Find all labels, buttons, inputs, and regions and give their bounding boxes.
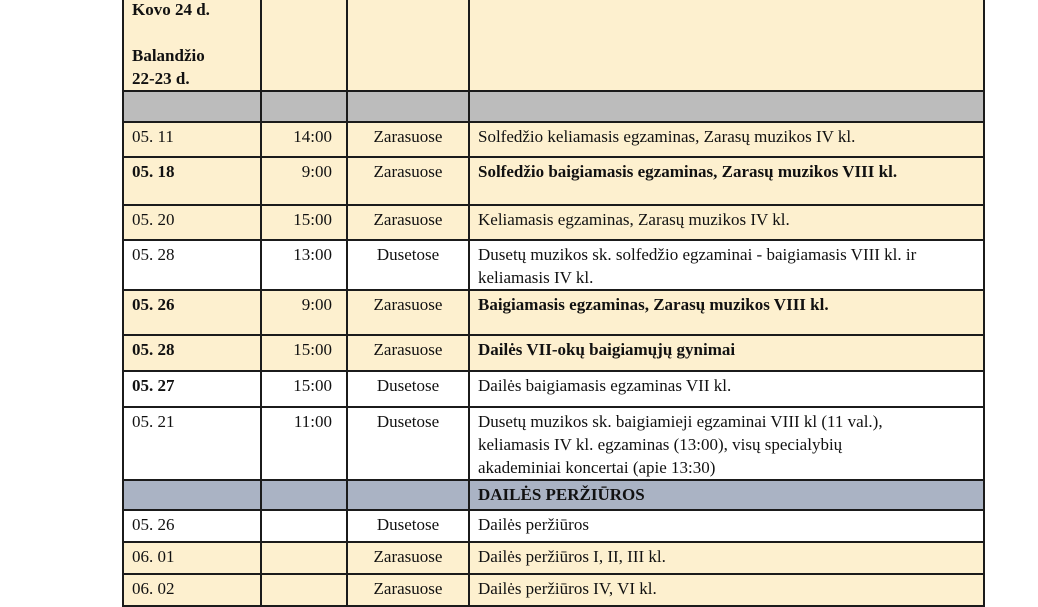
date-line [132, 21, 252, 44]
place-cell: Zarasuose [347, 157, 469, 205]
date-cell [123, 0, 261, 91]
separator-row [123, 91, 984, 122]
place-cell [347, 0, 469, 91]
empty-cell [347, 91, 469, 122]
time-cell [261, 574, 347, 606]
date-line: Balandžio [132, 46, 205, 65]
time-cell: 15:00 [261, 335, 347, 371]
date-cell: 06. 02 [123, 574, 261, 606]
description-cell: Dailės VII-okų baigiamųjų gynimai [469, 335, 984, 371]
place-cell: Dusetose [347, 510, 469, 542]
place-cell: Zarasuose [347, 542, 469, 574]
description-cell: Dailės peržiūros [469, 510, 984, 542]
place-cell: Dusetose [347, 371, 469, 407]
table-row [123, 542, 984, 574]
place-cell: Dusetose [347, 407, 469, 480]
description-cell: Solfedžio baigiamasis egzaminas, Zarasų muzikos VIII kl. [469, 157, 984, 205]
time-cell: 15:00 [261, 371, 347, 407]
date-cell: 05. 20 [123, 205, 261, 240]
description-cell: Baigiamasis egzaminas, Zarasų muzikos VIII kl. [469, 290, 984, 335]
empty-cell [261, 480, 347, 510]
place-cell: Zarasuose [347, 205, 469, 240]
description-cell: Solfedžio keliamasis egzaminas, Zarasų muzikos IV kl. [469, 122, 984, 157]
table-row [123, 240, 984, 290]
description-cell: Dailės baigiamasis egzaminas VII kl. [469, 371, 984, 407]
description-cell [469, 0, 984, 91]
time-cell: 9:00 [261, 157, 347, 205]
place-cell: Zarasuose [347, 290, 469, 335]
place-cell: Zarasuose [347, 335, 469, 371]
description-cell [469, 407, 984, 480]
description-cell: Dailės peržiūros I, II, III kl. [469, 542, 984, 574]
table-row [123, 574, 984, 606]
description-line: keliamasis IV kl. egzaminas (13:00), visų specialybių [478, 435, 843, 454]
description-cell: Dailės peržiūros IV, VI kl. [469, 574, 984, 606]
date-line: Kovo 24 d. [132, 0, 210, 19]
section-title: DAILĖS PERŽIŪROS [469, 480, 984, 510]
place-cell: Zarasuose [347, 122, 469, 157]
place-cell: Dusetose [347, 240, 469, 290]
table-row [123, 205, 984, 240]
table-row [123, 510, 984, 542]
date-cell: 05. 28 [123, 240, 261, 290]
empty-cell [123, 91, 261, 122]
table-row [123, 122, 984, 157]
description-cell: Dusetų muzikos sk. solfedžio egzaminai - baigiamasis VIII kl. ir keliamasis IV kl. [469, 240, 984, 290]
date-cell: 06. 01 [123, 542, 261, 574]
table-row [123, 0, 984, 91]
empty-cell [469, 91, 984, 122]
date-cell: 05. 28 [123, 335, 261, 371]
time-cell [261, 0, 347, 91]
date-cell: 05. 27 [123, 371, 261, 407]
time-cell [261, 510, 347, 542]
time-cell [261, 542, 347, 574]
time-cell: 9:00 [261, 290, 347, 335]
date-cell: 05. 26 [123, 510, 261, 542]
date-cell: 05. 18 [123, 157, 261, 205]
table-row [123, 157, 984, 205]
date-cell: 05. 11 [123, 122, 261, 157]
table-row [123, 407, 984, 480]
time-cell: 15:00 [261, 205, 347, 240]
description-cell: Keliamasis egzaminas, Zarasų muzikos IV kl. [469, 205, 984, 240]
schedule-table [122, 0, 985, 607]
empty-cell [261, 91, 347, 122]
section-row [123, 480, 984, 510]
date-cell: 05. 26 [123, 290, 261, 335]
table-row [123, 371, 984, 407]
date-cell: 05. 21 [123, 407, 261, 480]
place-cell: Zarasuose [347, 574, 469, 606]
table-row [123, 335, 984, 371]
time-cell: 13:00 [261, 240, 347, 290]
description-line: Dusetų muzikos sk. baigiamieji egzaminai VIII kl (11 val.), [478, 412, 883, 431]
table-row [123, 290, 984, 335]
time-cell: 14:00 [261, 122, 347, 157]
empty-cell [123, 480, 261, 510]
time-cell: 11:00 [261, 407, 347, 480]
date-line: 22-23 d. [132, 69, 190, 88]
description-line: akademiniai koncertai (apie 13:30) [478, 458, 716, 477]
empty-cell [347, 480, 469, 510]
